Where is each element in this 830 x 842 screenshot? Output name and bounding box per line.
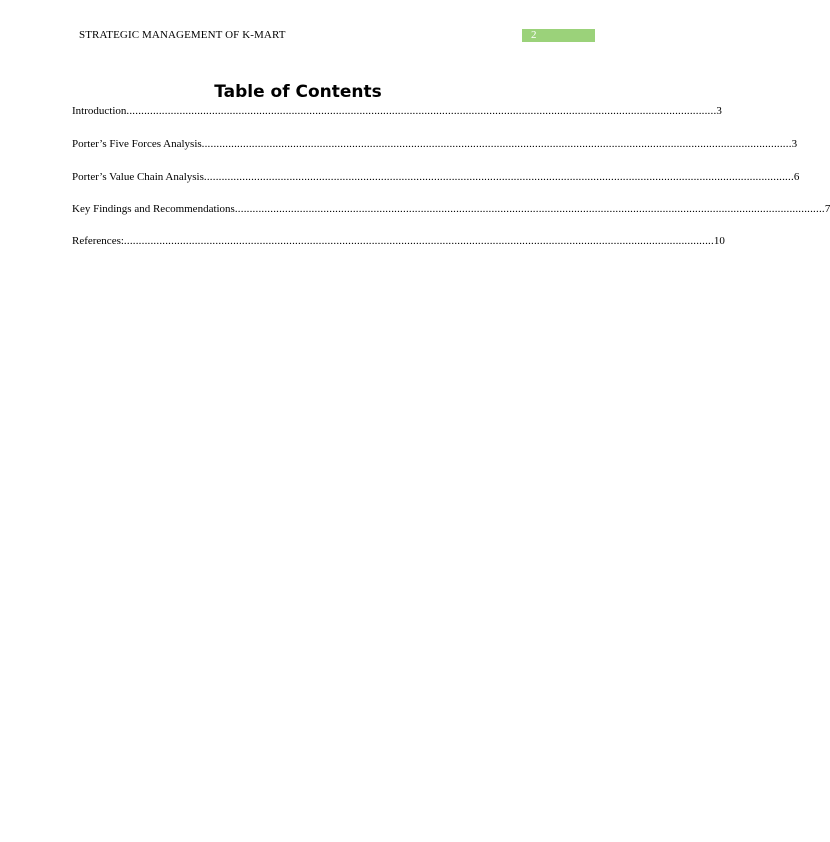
toc-entry-page: 7	[824, 203, 830, 215]
toc-entry-introduction[interactable]	[72, 104, 722, 118]
running-header-title: STRATEGIC MANAGEMENT OF K-MART	[79, 29, 286, 41]
toc-entry-page: 3	[716, 105, 722, 117]
toc-entry-label: Key Findings and Recommendations	[72, 203, 235, 215]
page-number-badge	[522, 29, 595, 42]
toc-entry-label: Porter’s Value Chain Analysis	[72, 171, 204, 183]
toc-entry-page: 10	[713, 235, 725, 247]
toc-entry-references[interactable]	[72, 234, 725, 248]
toc-entry-page: 3	[791, 138, 798, 150]
toc-dot-leader: ........................................................................................................................................................................................................	[203, 171, 794, 183]
page-number: 2	[531, 29, 537, 41]
toc-dot-leader: ........................................................................................................................................................................................................	[123, 235, 714, 247]
toc-entry-five-forces[interactable]	[72, 137, 798, 151]
toc-dot-leader: ........................................................................................................................................................................................................	[126, 105, 717, 117]
toc-entry-label: References:	[72, 235, 124, 247]
toc-dot-leader: ........................................................................................................................................................................................................	[201, 138, 792, 150]
toc-entry-page: 6	[793, 171, 800, 183]
toc-dot-leader: ........................................................................................................................................................................................................	[234, 203, 825, 215]
toc-entry-label: Introduction	[72, 105, 127, 117]
toc-entry-label: Porter’s Five Forces Analysis	[72, 138, 202, 150]
toc-heading: Table of Contents	[214, 82, 382, 102]
toc-entry-key-findings[interactable]	[72, 202, 830, 216]
toc-entry-value-chain[interactable]	[72, 170, 800, 184]
